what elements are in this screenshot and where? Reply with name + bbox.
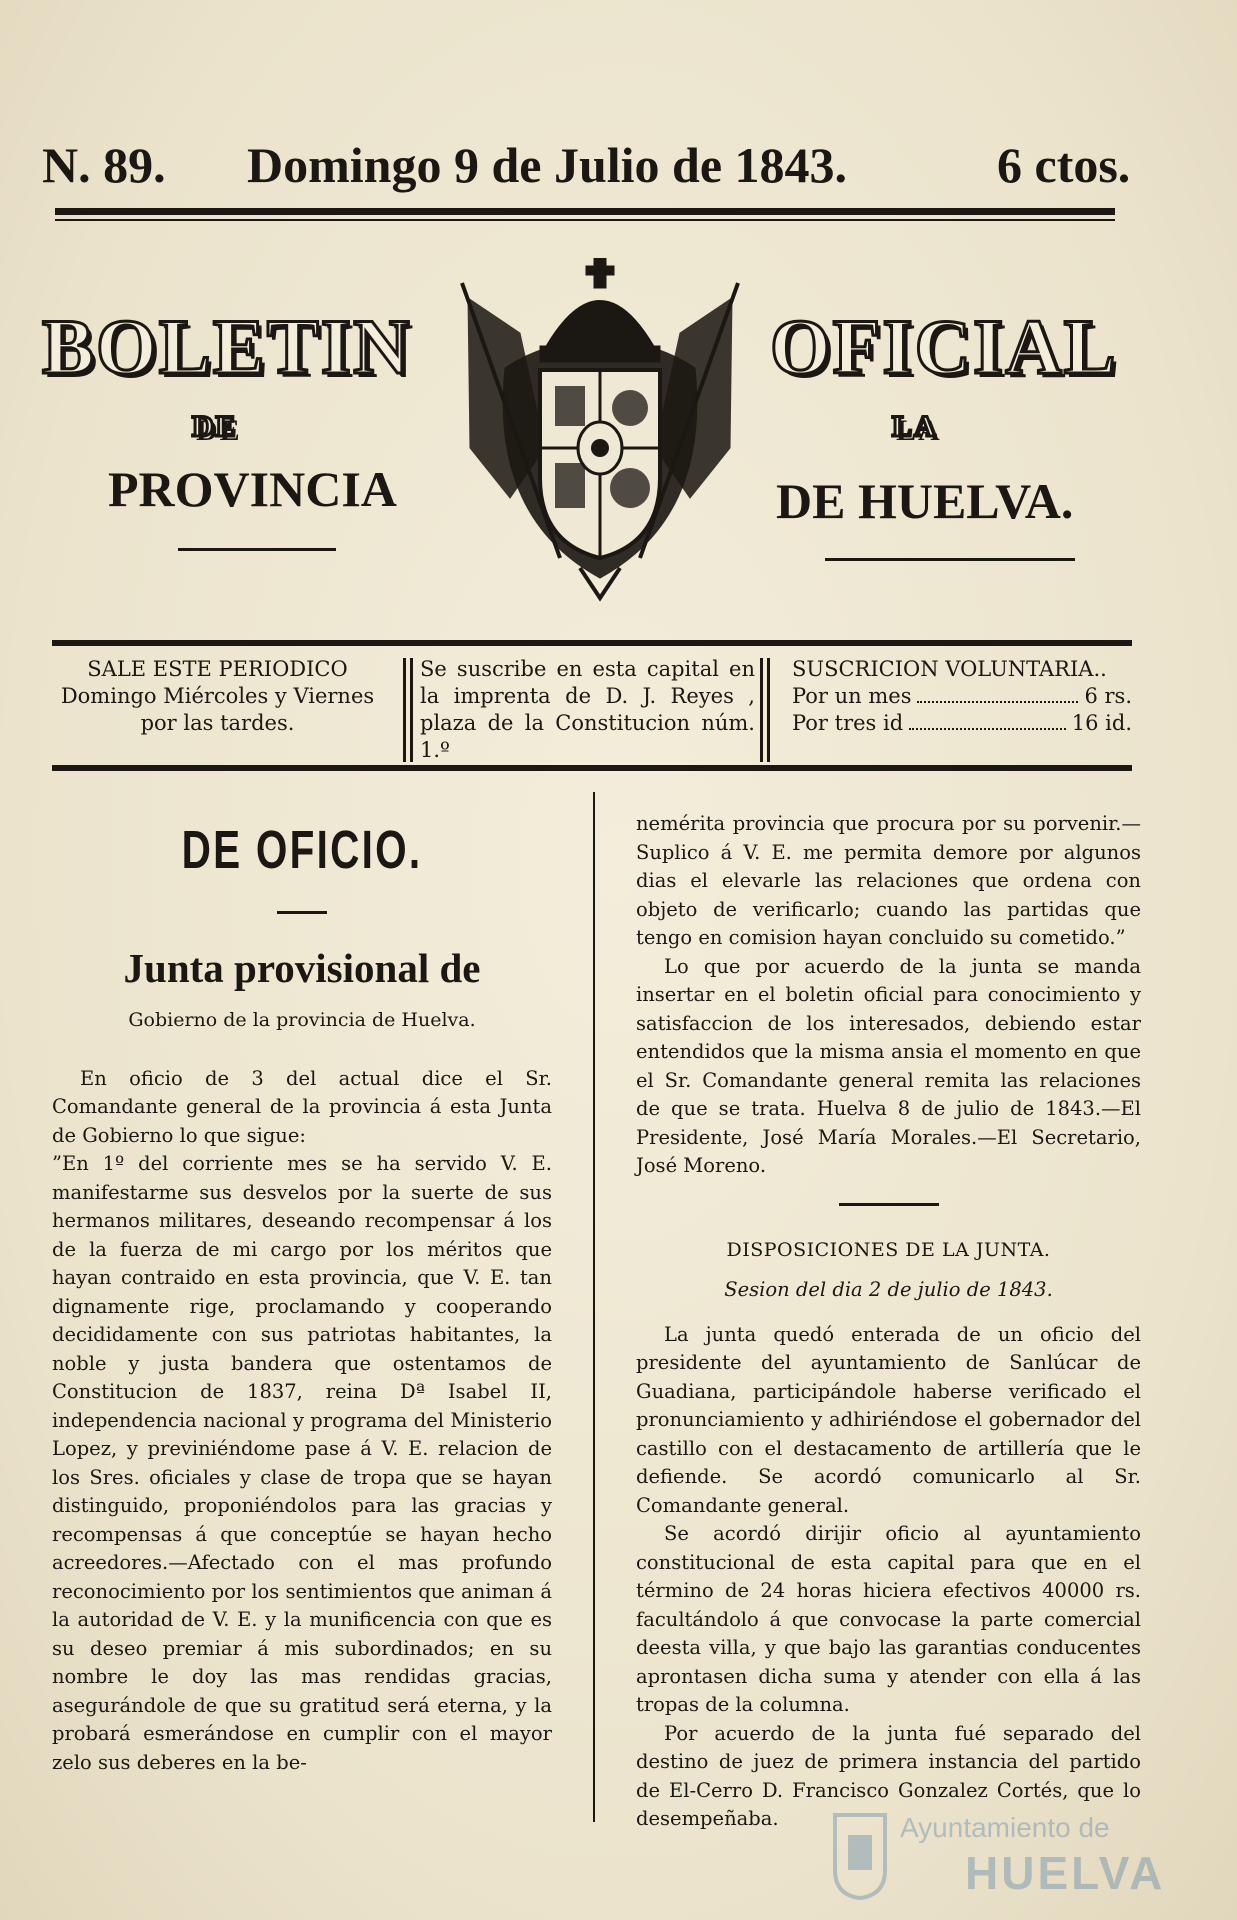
watermark-line2: HUELVA	[965, 1847, 1166, 1899]
left-column	[52, 815, 552, 1777]
subscription-place	[420, 656, 755, 762]
price-row	[792, 710, 1132, 737]
schedule-title: SALE ESTE PERIODICO	[87, 657, 348, 681]
article-paragraph: En oficio de 3 del actual dice el Sr. Comandante general de la provincia á esta Junta de Gobierno lo que sigue:	[52, 1066, 552, 1147]
price-row	[792, 683, 1132, 710]
article-paragraph: nemérita provincia que procura por su porvenir.—Suplico á V. E. me permita demore por algunos dias el elevarle las relaciones que ordena con objeto de verificarlo; cuando las partidas que tengo en comision hayan concluido su cometido.”	[636, 812, 1141, 949]
article-paragraph: Lo que por acuerdo de la junta se manda insertar en el boletin oficial para conocimiento y satisfaccion de los interesados, debiendo estar entendidos que la misma ansia el momento en que el Sr. Comandante general remita las relaciones de que se trata. Huelva 8 de julio de 1843.—El Presidente, José María Morales.—El Secretario, José Moreno.	[636, 954, 1141, 1177]
schedule-time: por las tardes.	[140, 711, 295, 735]
publication-schedule	[45, 656, 390, 762]
infobox-divider-2	[760, 658, 763, 762]
watermark-line1: Ayuntamiento de	[900, 1812, 1110, 1843]
section-de-oficio: DE OFICIO.	[181, 820, 423, 880]
masthead-provincia: PROVINCIA	[108, 461, 397, 517]
prices-title: SUSCRICION VOLUNTARIA..	[792, 657, 1107, 681]
issue-date: Domingo 9 de Julio de 1843.	[247, 137, 848, 193]
watermark-logo-icon	[830, 1810, 890, 1900]
article-paragraph: Por acuerdo de la junta fué separado del destino de juez de primera instancia del partido de El-Cerro D. Francisco Gonzalez Cortés, que lo desempeñaba.	[636, 1721, 1141, 1830]
issue-header	[42, 136, 1162, 206]
masthead-title-oficial: OFICIAL	[770, 303, 1118, 390]
price-value: 16 id.	[1071, 711, 1132, 735]
issue-number: N. 89.	[42, 137, 166, 193]
archive-watermark	[830, 1810, 1210, 1910]
session-date: Sesion del dia 2 de julio de 1843.	[724, 1278, 1053, 1301]
disposiciones-heading: DISPOSICIONES DE LA JUNTA.	[726, 1238, 1051, 1261]
junta-subheading: Gobierno de la provincia de Huelva.	[128, 1009, 476, 1031]
infobox-divider-2b	[767, 658, 770, 762]
header-rule	[55, 208, 1115, 215]
ornament-divider	[277, 911, 327, 914]
masthead-de-huelva: DE HUELVA.	[776, 473, 1074, 529]
masthead-right-underline	[825, 558, 1075, 561]
issue-price: 6 ctos.	[997, 137, 1131, 193]
ornament-divider	[839, 1203, 939, 1206]
infobox-bottom-rule	[52, 765, 1132, 771]
subscription-text: Se suscribe en esta capital en la imprenta de D. J. Reyes , plaza de la Constitucion núm. 1.º	[420, 657, 755, 762]
coat-of-arms-emblem	[450, 258, 750, 603]
article-paragraph: Se acordó dirijir oficio al ayuntamiento constitucional de esta capital para que en el término de 24 horas hiciera efectivos 40000 rs. facultándolo á que convocase la parte comercial deesta villa, y que bajo las garantias conducentes aprontasen dicha suma y atender con ella á las tropas de la columna.	[636, 1522, 1141, 1716]
right-column	[636, 810, 1141, 1834]
price-value: 6 rs.	[1084, 684, 1132, 708]
article-paragraph: ”En 1º del corriente mes se ha servido V. E. manifestarme sus desvelos por la suerte de sus hermanos militares, deseando recompensar á los de la fuerza de mi cargo por los méritos que hayan contraido en esta provincia, que V. E. tan dignamente rige, proclamando y cooperando decididamente con sus patriotas habitantes, la noble y justa bandera que ostentamos de Constitucion de 1837, reina Dª Isabel II, independencia nacional y programa del Ministerio Lopez, y previniéndome pase á V. E. relacion de los Sres. oficiales y clase de tropa que se hayan distinguido, proponiéndolos para las gracias y recompensas á que conceptúe se hayan hecho acreedores.—Afectado con el mas profundo reconocimiento por los sentimientos que animan á la autoridad de V. E. y la munificencia con que es su deseo premiar á mis subordinados; en su nombre le doy las mas rendidas gracias, asegurándole de que su gratitud será eterna, y la probará esmerándose en cumplir con el mayor zelo sus deberes en la be-	[52, 1152, 552, 1774]
column-divider	[593, 792, 595, 1822]
price-label: Por un mes	[792, 684, 912, 708]
article-paragraph: La junta quedó enterada de un oficio del presidente del ayuntamiento de Sanlúcar de Guadiana, participándole haberse verificado el pronunciamiento y adhiriéndose el gobernador del castillo con el destacamento de artillería que le defiende. Se acordó comunicarlo al Sr. Comandante general.	[636, 1322, 1141, 1517]
header-rule-thin	[55, 219, 1115, 221]
infobox-divider-1b	[410, 658, 413, 762]
schedule-days: Domingo Miércoles y Viernes	[60, 684, 375, 708]
price-label: Por tres id	[792, 711, 904, 735]
infobox-top-rule	[52, 640, 1132, 646]
infobox-divider-1	[403, 658, 406, 762]
junta-heading: Junta provisional de	[123, 945, 481, 991]
masthead-la: LA	[892, 410, 938, 443]
masthead-de: DE	[192, 410, 238, 443]
masthead-left-underline	[178, 548, 336, 551]
subscription-prices	[792, 656, 1132, 762]
masthead-title-boletin: BOLETIN	[42, 303, 412, 390]
